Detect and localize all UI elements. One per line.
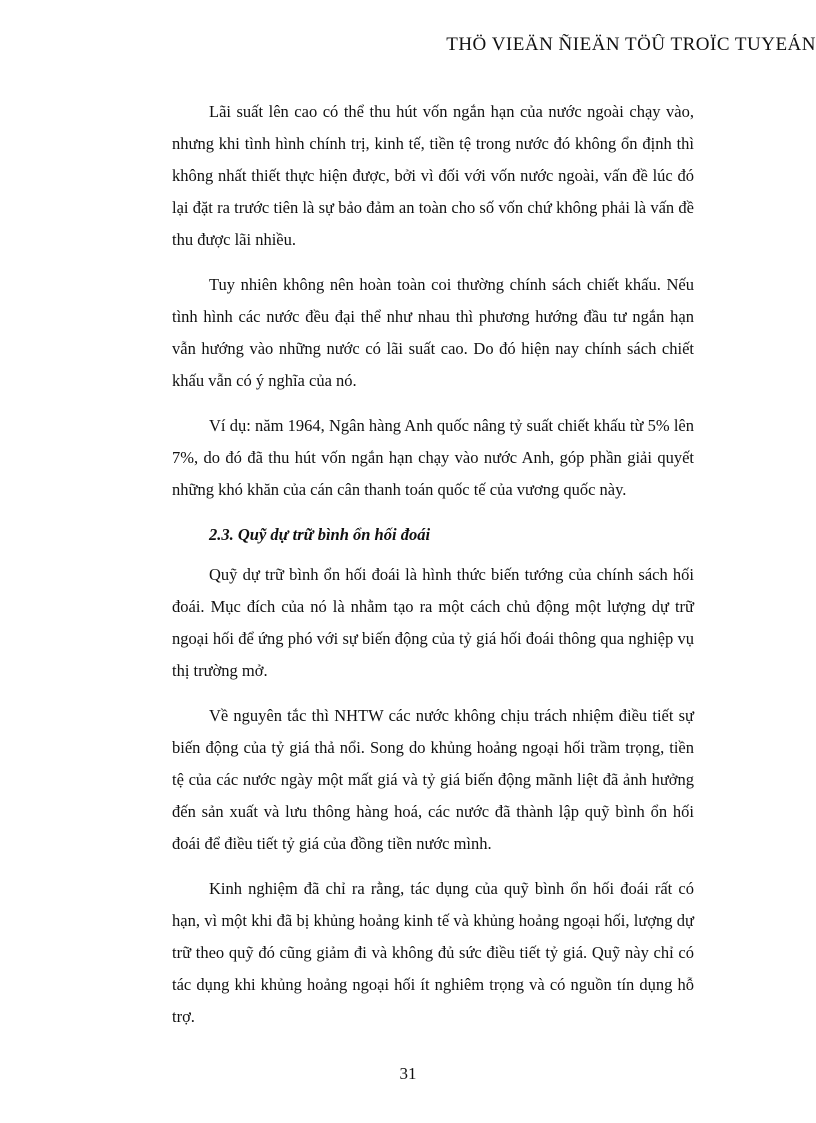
document-body [172,96,694,1046]
paragraph-discount-policy: Tuy nhiên không nên hoàn toàn coi thường chính sách chiết khấu. Nếu tình hình các nước đều đại thể như nhau thì phương hướng đầu tư ngắn hạn vẫn hướng vào những nước có lãi suất cao. Do đó hiện nay chính sách chiết khấu vẫn có ý nghĩa của nó. [172,275,694,390]
paragraph-principle: Về nguyên tắc thì NHTW các nước không chịu trách nhiệm điều tiết sự biến động của tỷ giá thả nổi. Song do khủng hoảng ngoại hối trầm trọng, tiền tệ của các nước ngày một mất giá và tỷ giá biến động mãnh liệt đã ảnh hưởng đến sản xuất và lưu thông hàng hoá, các nước đã thành lập quỹ bình ổn hối đoái để điều tiết tỷ giá của đồng tiền nước mình. [172,706,694,853]
section-heading: 2.3. Quỹ dự trữ bình ổn hối đoái [209,525,431,544]
page-number: 31 [399,1064,417,1083]
paragraph-fund-definition: Quỹ dự trữ bình ổn hối đoái là hình thức biến tướng của chính sách hối đoái. Mục đích của nó là nhằm tạo ra một cách chủ động một lượng dự trữ ngoại hối để ứng phó với sự biến động của tỷ giá hối đoái thông qua nghiệp vụ thị trường mở. [172,565,694,680]
paragraph-interest-rate: Lãi suất lên cao có thể thu hút vốn ngắn hạn của nước ngoài chạy vào, nhưng khi tình hình chính trị, kinh tế, tiền tệ trong nước đó không ổn định thì không nhất thiết thực hiện được, bởi vì đối với vốn nước ngoài, vấn đề lúc đó lại đặt ra trước tiên là sự bảo đảm an toàn cho số vốn chứ không phải là vấn đề thu được lãi nhiều. [172,102,694,249]
paragraph-example-1964: Ví dụ: năm 1964, Ngân hàng Anh quốc nâng tỷ suất chiết khấu từ 5% lên 7%, do đó đã thu hút vốn ngắn hạn chạy vào nước Anh, góp phần giải quyết những khó khăn của cán cân thanh toán quốc tế của vương quốc này. [172,416,694,499]
paragraph-experience: Kinh nghiệm đã chỉ ra rằng, tác dụng của quỹ bình ổn hối đoái rất có hạn, vì một khi đã bị khủng hoảng kinh tế và khủng hoảng ngoại hối, lượng dự trữ theo quỹ đó cũng giảm đi và không đủ sức điều tiết tỷ giá. Quỹ này chỉ có tác dụng khi khủng hoảng ngoại hối ít nghiêm trọng và có nguồn tín dụng hỗ trợ. [172,879,694,1026]
page-header: THÖ VIEÄN ÑIEÄN TÖÛ TROÏC TUYEÁN [446,34,816,55]
